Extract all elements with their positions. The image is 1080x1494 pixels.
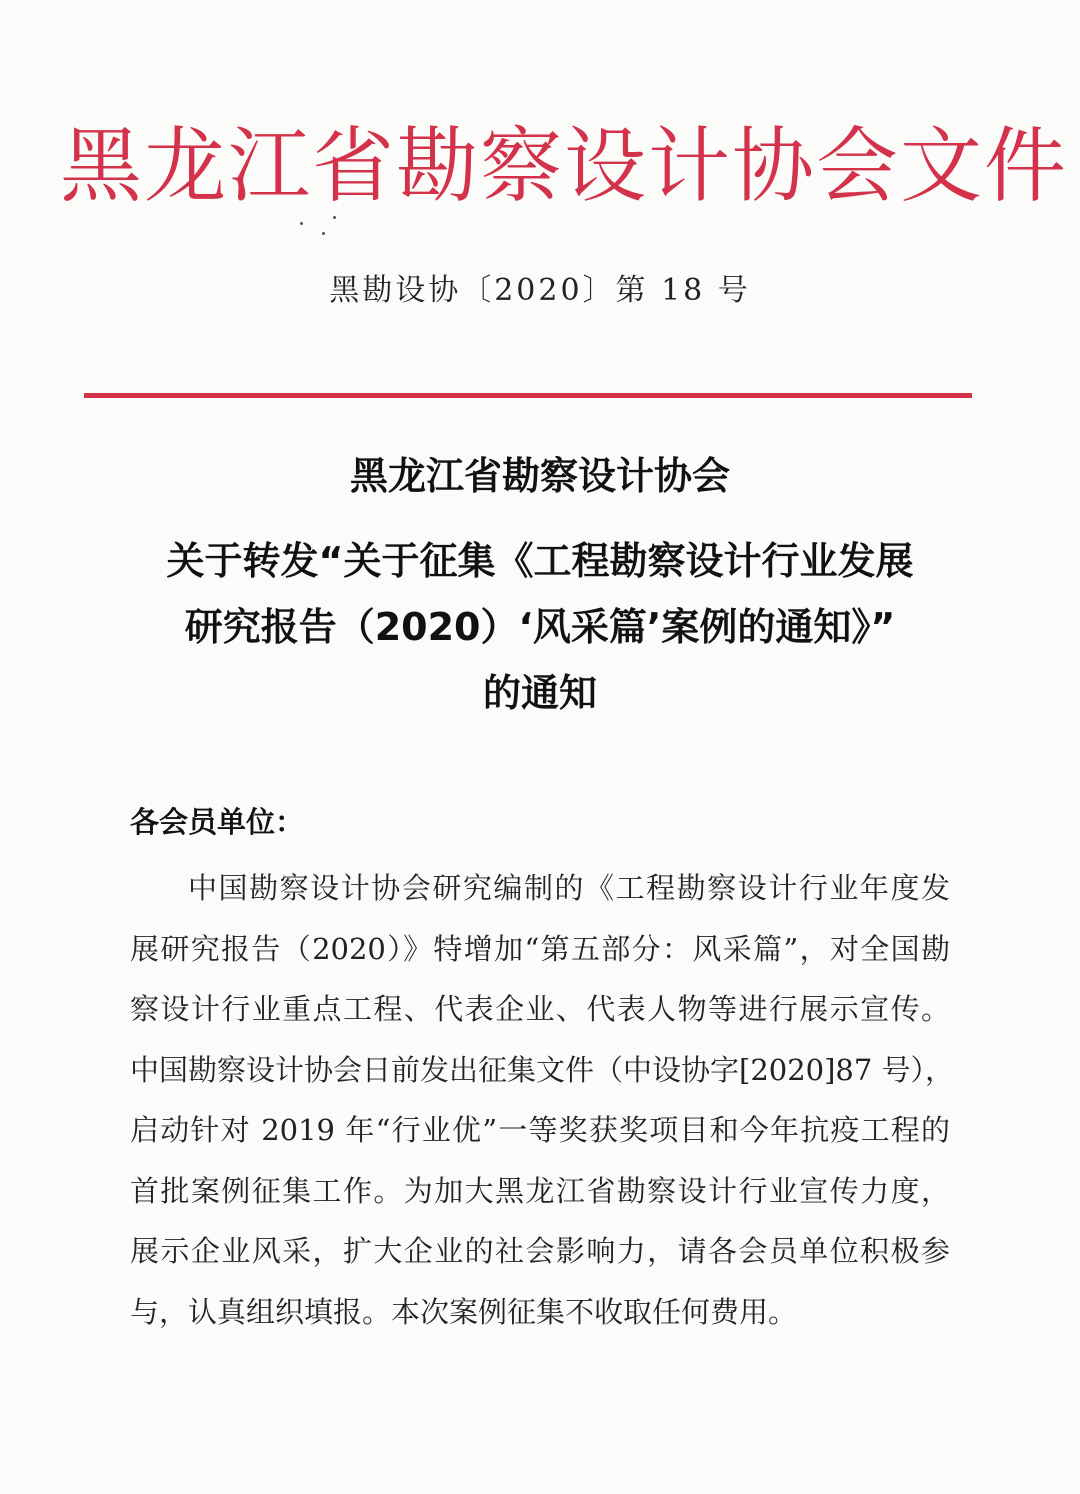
scan-speck <box>333 216 336 219</box>
body-line: 展示企业风采，扩大企业的社会影响力，请各会员单位积极参 <box>130 1234 950 1268</box>
body-line: 启动针对 2019 年“行业优”一等奖获奖项目和今年抗疫工程的 <box>130 1113 950 1147</box>
salutation: 各会员单位： <box>130 805 305 839</box>
body-line: 察设计行业重点工程、代表企业、代表人物等进行展示宣传。 <box>130 992 950 1026</box>
document-title <box>120 528 960 726</box>
document-number: 黑勘设协〔2020〕第 18 号 <box>329 273 751 308</box>
body-line: 中国勘察设计协会日前发出征集文件（中设协字[2020]87 号）， <box>130 1052 955 1087</box>
scan-speck <box>300 222 303 225</box>
body-line: 首批案例征集工作。为加大黑龙江省勘察设计行业宣传力度， <box>130 1173 950 1208</box>
title-line: 的通知 <box>482 671 597 715</box>
red-divider-rule <box>84 393 972 398</box>
title-line: 关于转发“关于征集《工程勘察设计行业发展 <box>166 539 914 583</box>
body-paragraph <box>130 858 955 1342</box>
body-line: 中国勘察设计协会研究编制的《工程勘察设计行业年度发 <box>188 871 950 905</box>
issuer-title: 黑龙江省勘察设计协会文件 <box>60 119 1069 214</box>
title-line: 研究报告（2020）‘风采篇’案例的通知》” <box>184 605 896 649</box>
body-line: 展研究报告（2020）》特增加“第五部分：风采篇”，对全国勘 <box>130 931 950 966</box>
scan-speck <box>322 232 325 235</box>
organization-title: 黑龙江省勘察设计协会 <box>349 454 730 498</box>
body-line: 与，认真组织填报。本次案例征集不收取任何费用。 <box>130 1294 798 1329</box>
